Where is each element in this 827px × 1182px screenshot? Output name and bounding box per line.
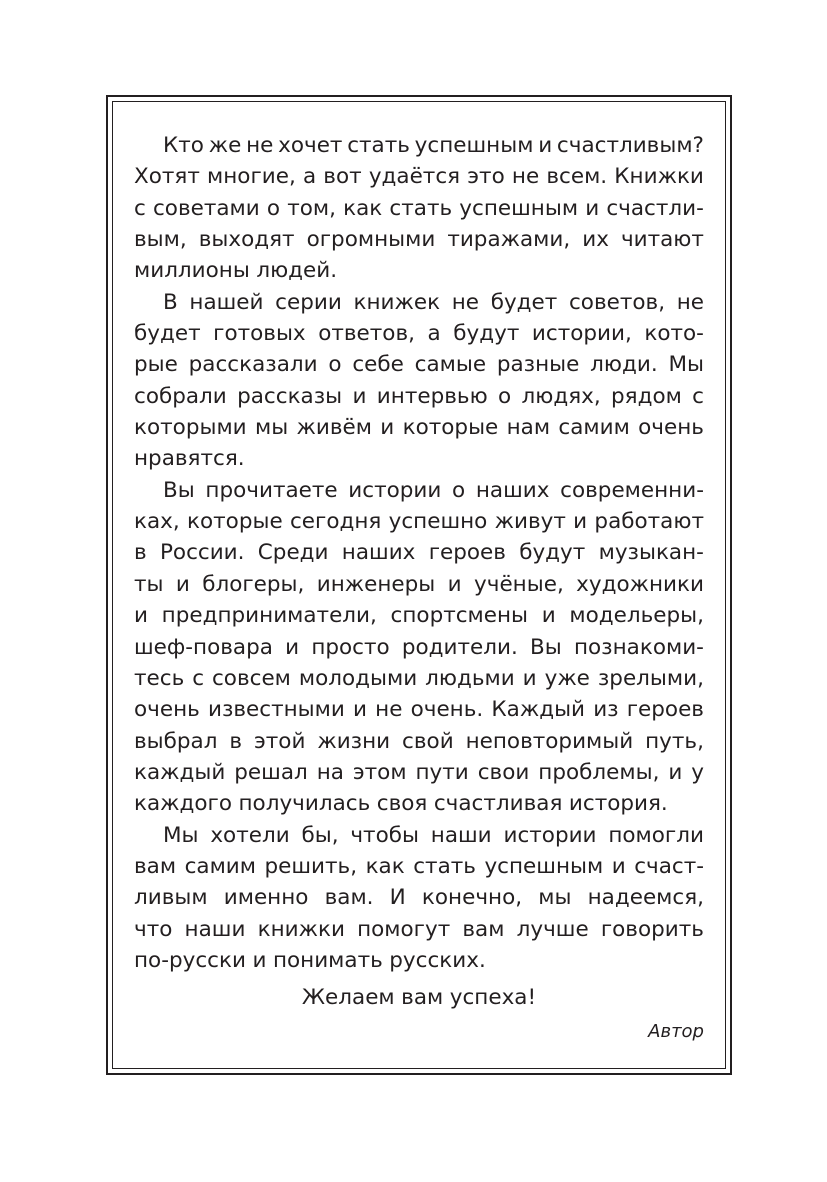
word: счастливым?: [556, 133, 704, 158]
word: пути: [415, 759, 469, 785]
text-line: [134, 506, 704, 537]
word: вам: [134, 853, 177, 879]
word: каждый: [134, 759, 226, 785]
word: наши: [184, 916, 246, 942]
word: как: [365, 853, 405, 879]
text-block: [134, 130, 704, 1044]
word: совсем: [211, 665, 291, 691]
word: получилась: [238, 791, 371, 817]
word: наши: [430, 822, 492, 848]
word: не: [676, 289, 704, 315]
word: выбрал: [134, 728, 218, 754]
word: и: [522, 665, 537, 691]
word: о: [266, 195, 281, 221]
word: тиражами,: [447, 227, 571, 253]
word: очень.: [410, 697, 484, 723]
word: и: [447, 571, 462, 597]
closing-line: [134, 982, 704, 1013]
word: по-русски: [134, 947, 246, 973]
word: истории: [503, 822, 597, 848]
text-line: [134, 726, 704, 757]
word: и: [538, 133, 553, 158]
word: о: [452, 477, 466, 503]
word: рые: [134, 352, 178, 378]
word: разные: [496, 352, 580, 378]
word: свой: [402, 728, 454, 754]
word: уже: [544, 665, 590, 691]
word: в: [134, 540, 147, 566]
word: предприниматели,: [161, 603, 377, 629]
word: удаётся: [368, 164, 461, 190]
word: из: [593, 697, 619, 723]
word: и: [285, 634, 300, 660]
text-line: [134, 287, 704, 318]
word: успешным: [414, 133, 534, 158]
word: просто: [311, 634, 390, 660]
text-line: [134, 537, 704, 568]
word: героев: [428, 540, 506, 566]
word: живём: [296, 415, 372, 441]
word: модельеры,: [569, 603, 704, 629]
text-line: [134, 412, 704, 443]
text-line: [134, 694, 704, 725]
word: успеха!: [449, 985, 537, 1011]
text-line: [134, 820, 704, 851]
word: самые: [414, 352, 487, 378]
word: рассказы: [237, 383, 343, 409]
word: том,: [287, 195, 336, 221]
text-line: [134, 193, 704, 224]
word: ответов,: [318, 321, 415, 347]
word: современни-: [560, 477, 704, 503]
word: и: [611, 853, 626, 879]
word: своя: [376, 791, 428, 817]
word: Кто: [163, 133, 204, 158]
word: этом: [352, 759, 407, 785]
word: истории,: [531, 321, 632, 347]
word: история.: [568, 791, 668, 817]
text-line: [134, 632, 704, 663]
word: которые: [187, 509, 283, 535]
word: живут: [494, 509, 566, 535]
word: людей.: [256, 258, 338, 284]
word: что: [134, 916, 173, 942]
word: ливым: [134, 885, 208, 911]
word: книжек: [353, 289, 441, 315]
word: стать: [389, 195, 453, 221]
word: и: [175, 571, 190, 597]
word: решал: [234, 759, 308, 785]
word: счаст-: [634, 853, 704, 879]
text-line: [134, 475, 704, 506]
text-line: [134, 757, 704, 788]
text-line: [134, 851, 704, 882]
word: собрали: [134, 383, 227, 409]
word: В: [163, 289, 178, 315]
word: русских.: [389, 947, 486, 973]
word: Каждый: [491, 697, 586, 723]
word: всем.: [546, 164, 608, 190]
word: работают: [594, 509, 704, 535]
word: говорить: [600, 916, 704, 942]
text-line: [134, 318, 704, 349]
word: многие,: [207, 164, 296, 190]
word: интервью: [376, 383, 488, 409]
word: это: [467, 164, 505, 190]
word: инженеры: [316, 571, 436, 597]
word: И: [389, 885, 406, 911]
word: себе: [352, 352, 404, 378]
word: нам: [506, 415, 551, 441]
word: а: [427, 321, 441, 347]
word: понимать: [272, 947, 383, 973]
word: же: [208, 133, 242, 158]
word: очень: [134, 697, 200, 723]
word: Хотят: [134, 164, 200, 190]
text-line: [134, 788, 704, 819]
word: с: [134, 195, 146, 221]
word: рядом: [611, 383, 682, 409]
word: их: [582, 227, 609, 253]
word: каждого: [134, 791, 232, 817]
word: наших: [341, 540, 416, 566]
word: познакоми-: [573, 634, 704, 660]
text-line: [134, 130, 704, 161]
word: выходят: [198, 227, 295, 253]
word: не: [375, 697, 403, 723]
word: будет: [134, 321, 201, 347]
text-line: [134, 600, 704, 631]
word: хочет: [278, 133, 343, 158]
word: а: [302, 164, 317, 190]
word: Желаем: [301, 985, 395, 1011]
word: Мы: [163, 822, 199, 848]
word: о: [328, 352, 342, 378]
word: художники: [576, 571, 704, 597]
word: которыми: [134, 415, 247, 441]
word: нравятся.: [134, 446, 245, 472]
word: проблемы,: [538, 759, 660, 785]
word: Вы: [163, 477, 195, 503]
text-line: [134, 569, 704, 600]
word: решить,: [264, 853, 358, 879]
text-line: [134, 914, 704, 945]
word: будут: [519, 540, 586, 566]
word: успешным: [459, 195, 579, 221]
word: надеемся,: [587, 885, 704, 911]
word: готовых: [213, 321, 306, 347]
word: самим: [558, 415, 630, 441]
word: вот: [323, 164, 362, 190]
text-line: [134, 161, 704, 192]
word: стать: [347, 133, 410, 158]
text-line: [134, 882, 704, 913]
word: наших: [475, 477, 550, 503]
word: на: [316, 759, 344, 785]
word: хотели: [210, 822, 290, 848]
word: читают: [620, 227, 704, 253]
word: и: [541, 603, 556, 629]
word: героев: [626, 697, 704, 723]
word: будут: [453, 321, 520, 347]
word: этой: [253, 728, 306, 754]
word: с: [192, 665, 205, 691]
word: вам: [462, 916, 505, 942]
word: Книжки: [614, 164, 704, 190]
text-line: [134, 255, 704, 286]
word: России.: [159, 540, 245, 566]
text-line: [134, 349, 704, 380]
word: которые: [402, 415, 499, 441]
word: счастливая: [433, 791, 563, 817]
word: зрелыми,: [597, 665, 704, 691]
word: жизни: [317, 728, 391, 754]
word: серии: [275, 289, 342, 315]
word: лучше: [516, 916, 589, 942]
word: неповторимый: [465, 728, 634, 754]
word: и: [380, 415, 395, 441]
word: вам.: [324, 885, 374, 911]
word: и: [134, 603, 148, 629]
word: чтобы: [350, 822, 419, 848]
word: с: [692, 383, 704, 409]
word: истории: [348, 477, 442, 503]
word: как: [343, 195, 383, 221]
word: и: [573, 509, 588, 535]
word: у: [691, 759, 704, 785]
word: путь,: [645, 728, 704, 754]
word: не: [246, 133, 274, 158]
text-line: [134, 381, 704, 412]
word: именно: [223, 885, 309, 911]
word: будет: [490, 289, 558, 315]
word: сегодня: [289, 509, 382, 535]
word: о: [498, 383, 512, 409]
word: кото-: [644, 321, 704, 347]
word: бы,: [301, 822, 339, 848]
word: Среди: [257, 540, 329, 566]
word: музыкан-: [598, 540, 704, 566]
word: людях,: [521, 383, 601, 409]
word: очень: [638, 415, 704, 441]
word: родители.: [401, 634, 518, 660]
word: стать: [413, 853, 476, 879]
word: и: [252, 947, 267, 973]
word: вам: [401, 985, 444, 1011]
word: мы: [254, 415, 289, 441]
word: самим: [184, 853, 256, 879]
word: книжки: [257, 916, 345, 942]
word: не: [451, 289, 480, 315]
word: и: [668, 759, 683, 785]
word: ках,: [134, 509, 180, 535]
word: не: [511, 164, 540, 190]
text-line: [134, 945, 704, 976]
word: рассказали: [188, 352, 318, 378]
word: учёные,: [474, 571, 564, 597]
word: успешным: [484, 853, 604, 879]
text-line: [134, 663, 704, 694]
text-line: [134, 443, 704, 474]
word: люди.: [590, 352, 658, 378]
word: и: [353, 697, 367, 723]
word: успешно: [388, 509, 488, 535]
word: миллионы: [134, 258, 250, 284]
word: помогли: [608, 822, 704, 848]
word: ты: [134, 571, 164, 597]
word: помогут: [357, 916, 451, 942]
word: Вы: [530, 634, 562, 660]
word: в: [229, 728, 243, 754]
word: советов,: [568, 289, 666, 315]
word: спортсмены: [390, 603, 529, 629]
text-line: [134, 224, 704, 255]
word: и: [352, 383, 367, 409]
signature: Автор: [648, 1020, 704, 1042]
word: тесь: [134, 665, 185, 691]
word: счастли-: [606, 195, 704, 221]
word: вым,: [134, 227, 187, 253]
word: и: [585, 195, 600, 221]
word: советами: [152, 195, 260, 221]
word: шеф-повара: [134, 634, 273, 660]
word: огромными: [306, 227, 436, 253]
word: известными: [207, 697, 345, 723]
word: свои: [477, 759, 530, 785]
word: конечно,: [421, 885, 523, 911]
word: молодыми: [298, 665, 418, 691]
word: прочитаете: [205, 477, 338, 503]
word: Мы: [668, 352, 704, 378]
word: мы: [538, 885, 572, 911]
word: людьми: [425, 665, 515, 691]
word: нашей: [189, 289, 264, 315]
word: блогеры,: [202, 571, 305, 597]
